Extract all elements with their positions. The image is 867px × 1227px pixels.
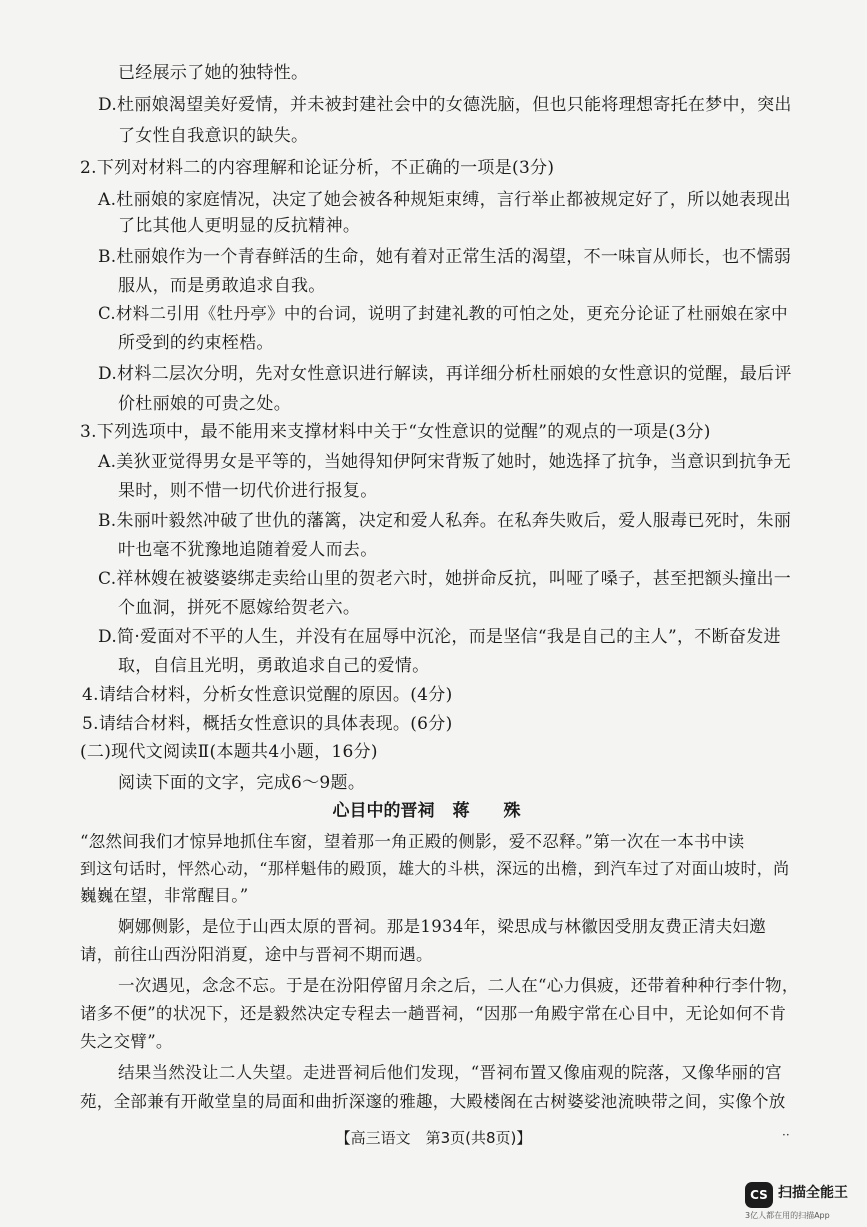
text-line: 5.请结合材料，概括女性意识的具体表现。(6分) [82,714,453,734]
page-footer: 【高三语文 第3页(共8页)】 [335,1129,532,1147]
text-line: A.美狄亚觉得男女是平等的，当她得知伊阿宋背叛了她时，她选择了抗争，当意识到抗争无 [98,452,791,472]
text-line: 婀娜侧影，是位于山西太原的晋祠。那是1934年，梁思成与林徽因受朋友费正清夫妇邀 [118,917,766,936]
text-line: (二)现代文阅读Ⅱ(本题共4小题，16分) [80,742,378,762]
text-line: 价杜丽娘的可贵之处。 [118,394,291,414]
text-line: 结果当然没让二人失望。走进晋祠后他们发现，“晋祠布置又像庙观的院落，又像华丽的宫 [118,1063,782,1082]
text-line: 了女性自我意识的缺失。 [118,126,309,146]
article-title-text: 心目中的晋祠 [332,801,435,821]
text-line: 4.请结合材料，分析女性意识觉醒的原因。(4分) [82,685,453,705]
text-line: 个血洞，拼死不愿嫁给贺老六。 [118,598,361,618]
text-line: 所受到的约束桎梏。 [118,333,274,353]
text-line: 已经展示了她的独特性。 [118,63,309,83]
text-line: 服从，而是勇敢追求自我。 [118,276,326,296]
watermark-subtitle: 3亿人都在用的扫描App [745,1211,830,1220]
text-line: 阅读下面的文字，完成6～9题。 [118,773,366,793]
text-line: 请，前往山西汾阳消夏，途中与晋祠不期而遇。 [80,945,433,964]
text-line: A.杜丽娘的家庭情况，决定了她会被各种规矩束缚，言行举止都被规定好了，所以她表现出 [98,190,791,210]
text-line: 到这句话时，怦然心动，“那样魁伟的殿顶，雄大的斗栱，深远的出檐，到汽车过了对面山坡时，尚 [80,859,790,878]
text-line: 取，自信且光明，勇敢追求自己的爱情。 [118,656,430,676]
camscanner-logo-icon: CS [745,1182,773,1208]
text-line: C.材料二引用《牡丹亭》中的台词，说明了封建礼教的可怕之处，更充分论证了杜丽娘在家中 [98,304,788,323]
footer-marks: ·· [782,1128,790,1142]
text-line: D.简·爱面对不平的人生，并没有在屈辱中沉沦，而是坚信“我是自己的主人”，不断奋发进 [98,627,781,647]
text-line: B.杜丽娘作为一个青春鲜活的生命，她有着对正常生活的渴望，不一味盲从师长，也不懦弱 [98,247,792,267]
text-line: 叶也毫不犹豫地追随着爱人而去。 [118,540,378,560]
text-line: 巍巍在望，非常醒目。” [80,886,249,905]
text-line: 3.下列选项中，最不能用来支撑材料中关于“女性意识的觉醒”的观点的一项是(3分) [80,422,711,442]
article-author: 蒋 殊 [452,801,535,821]
text-line: B.朱丽叶毅然冲破了世仇的藩篱，决定和爱人私奔。在私奔失败后，爱人服毒已死时，朱丽 [98,511,792,531]
text-line: 了比其他人更明显的反抗精神。 [118,216,361,236]
text-line: “忽然间我们才惊异地抓住车窗，望着那一角正殿的侧影，爱不忍释。”第一次在一本书中读 [80,832,745,851]
text-line: 苑，全部兼有开敞堂皇的局面和曲折深邃的雅趣，大殿楼阁在古树婆娑池流映带之间，实像个放 [80,1092,786,1111]
watermark-title: 扫描全能王 [778,1185,848,1201]
text-line: 诸多不便”的状况下，还是毅然决定专程去一趟晋祠，“因那一角殿宇常在心目中，无论如何不肯 [80,1004,787,1023]
text-line: D.杜丽娘渴望美好爱情，并未被封建社会中的女德洗脑，但也只能将理想寄托在梦中，突出 [98,95,792,115]
text-line: 2.下列对材料二的内容理解和论证分析，不正确的一项是(3分) [80,158,555,178]
article-title [0,800,867,822]
text-line: 一次遇见，念念不忘。于是在汾阳停留月余之后，二人在“心力俱疲，还带着种种行李什物， [118,976,799,995]
text-line: D.材料二层次分明，先对女性意识进行解读，再详细分析杜丽娘的女性意识的觉醒，最后评 [98,364,792,384]
text-line: 果时，则不惜一切代价进行报复。 [118,481,378,501]
text-line: C.祥林嫂在被婆婆绑走卖给山里的贺老六时，她拼命反抗，叫哑了嗓子，甚至把额头撞出一 [98,569,792,589]
text-line: 失之交臂”。 [80,1032,173,1051]
